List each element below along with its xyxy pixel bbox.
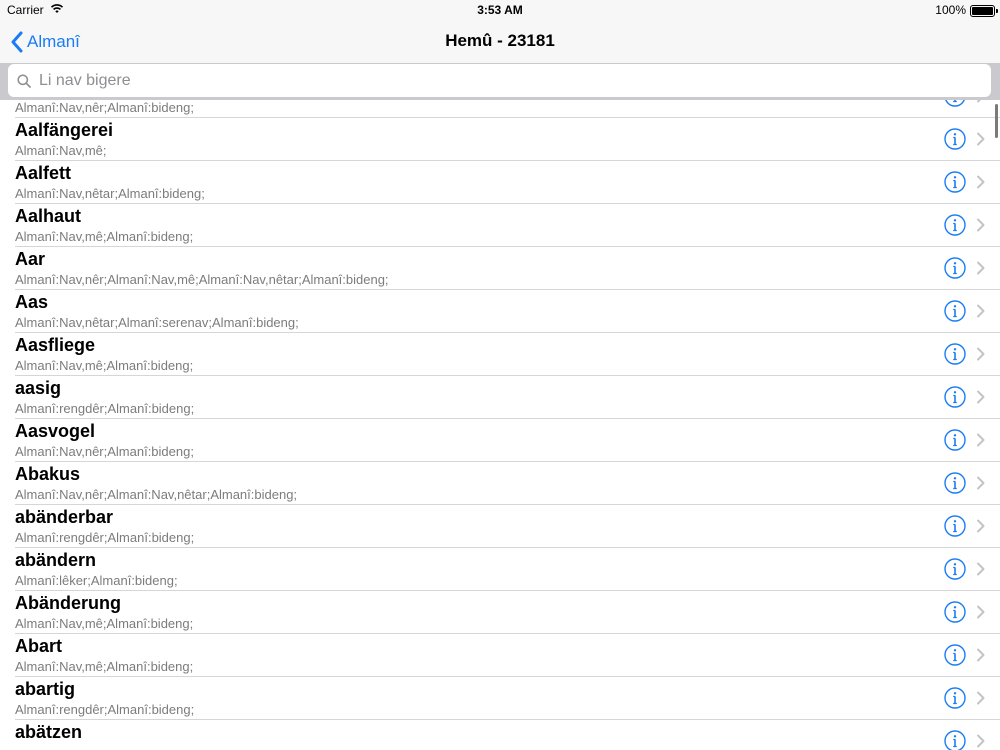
list-item-subtitle: Almanî:Nav,mê; — [15, 143, 107, 158]
list-item-title: Aar — [15, 249, 46, 269]
chevron-right-icon — [976, 304, 985, 318]
word-list[interactable] — [0, 84, 1000, 750]
list-item-subtitle: Almanî:Nav,nêtar;Almanî:bideng; — [15, 186, 205, 201]
list-item[interactable] — [15, 204, 1000, 247]
list-item[interactable] — [15, 720, 1000, 750]
list-item[interactable] — [15, 548, 1000, 591]
chevron-right-icon — [976, 691, 985, 705]
info-icon[interactable] — [944, 644, 966, 666]
chevron-right-icon — [976, 261, 985, 275]
chevron-right-icon — [976, 390, 985, 404]
search-bar — [0, 63, 1000, 100]
chevron-right-icon — [976, 648, 985, 662]
list-item-subtitle: Almanî:Nav,nêr;Almanî:bideng; — [15, 444, 194, 459]
list-item[interactable] — [15, 677, 1000, 720]
list-item-title: Abakus — [15, 464, 81, 484]
chevron-right-icon — [976, 605, 985, 619]
list-item-subtitle: Almanî:Nav,nêr;Almanî:Nav,mê;Almanî:Nav,nêtar;Almanî:bideng; — [15, 272, 389, 287]
list-item[interactable] — [15, 505, 1000, 548]
chevron-right-icon — [976, 132, 985, 146]
list-item-title: abartig — [15, 679, 76, 699]
info-icon[interactable] — [944, 601, 966, 623]
list-item-subtitle: Almanî:rengdêr;Almanî:bideng; — [15, 401, 195, 416]
status-bar — [0, 0, 1000, 20]
info-icon[interactable] — [944, 343, 966, 365]
list-item[interactable] — [15, 591, 1000, 634]
list-item-title: abändern — [15, 550, 97, 570]
battery-percent: 100% — [935, 3, 966, 17]
list-item-subtitle: Almanî:Nav,nêr;Almanî:bideng; — [15, 100, 194, 115]
chevron-right-icon — [976, 562, 985, 576]
list-item-subtitle: Almanî:Nav,nêtar;Almanî:serenav;Almanî:bideng; — [15, 315, 299, 330]
list-item-title: Aasvogel — [15, 421, 96, 441]
list-item-title: Abart — [15, 636, 63, 656]
chevron-right-icon — [976, 519, 985, 533]
carrier-label: Carrier — [7, 3, 44, 17]
list-item-title: Aalfett — [15, 163, 72, 183]
list-item-subtitle: Almanî:lêker;Almanî:bideng; — [15, 573, 178, 588]
list-item[interactable] — [15, 419, 1000, 462]
info-icon[interactable] — [944, 429, 966, 451]
info-icon[interactable] — [944, 214, 966, 236]
scroll-indicator[interactable] — [995, 104, 998, 138]
list-item-title: abänderbar — [15, 507, 114, 527]
list-item[interactable] — [15, 634, 1000, 677]
list-item[interactable] — [15, 333, 1000, 376]
list-item-subtitle: Almanî:Nav,mê;Almanî:bideng; — [15, 659, 194, 674]
chevron-right-icon — [976, 476, 985, 490]
navigation-bar — [0, 20, 1000, 63]
chevron-right-icon — [976, 218, 985, 232]
info-icon[interactable] — [944, 687, 966, 709]
back-button-label: Almanî — [27, 32, 80, 51]
list-item-title: abätzen — [15, 722, 83, 742]
search-input[interactable] — [37, 71, 941, 91]
info-icon[interactable] — [944, 472, 966, 494]
info-icon[interactable] — [944, 730, 966, 750]
list-item-title: Aas — [15, 292, 49, 312]
list-item[interactable] — [15, 161, 1000, 204]
info-icon[interactable] — [944, 515, 966, 537]
list-item-title: Aalfängerei — [15, 120, 114, 140]
list-item-subtitle: Almanî:Nav,mê;Almanî:bideng; — [15, 358, 194, 373]
info-icon[interactable] — [944, 386, 966, 408]
chevron-right-icon — [976, 433, 985, 447]
list-item-subtitle: Almanî:Nav,mê;Almanî:bideng; — [15, 229, 194, 244]
list-item[interactable] — [15, 118, 1000, 161]
search-field[interactable] — [8, 64, 991, 97]
list-item-subtitle: Almanî:Nav,nêr;Almanî:Nav,nêtar;Almanî:bideng; — [15, 487, 298, 502]
info-icon[interactable] — [944, 257, 966, 279]
list-item-subtitle: Almanî:rengdêr;Almanî:bideng; — [15, 702, 195, 717]
list-item[interactable] — [15, 247, 1000, 290]
list-item[interactable] — [15, 290, 1000, 333]
chevron-right-icon — [976, 734, 985, 748]
chevron-right-icon — [976, 347, 985, 361]
list-item-subtitle: Almanî:Nav,mê;Almanî:bideng; — [15, 616, 194, 631]
chevron-right-icon — [976, 175, 985, 189]
battery-icon — [970, 5, 995, 17]
list-item-title: Aalhaut — [15, 206, 82, 226]
info-icon[interactable] — [944, 171, 966, 193]
page-title: Hemû - 23181 — [445, 31, 555, 50]
list-item[interactable] — [15, 462, 1000, 505]
list-item-title: aasig — [15, 378, 62, 398]
list-item-title: Abänderung — [15, 593, 121, 613]
info-icon[interactable] — [944, 128, 966, 150]
list-item-subtitle: Almanî:rengdêr;Almanî:bideng; — [15, 530, 195, 545]
search-icon — [17, 74, 31, 88]
status-time: 3:53 AM — [477, 3, 523, 17]
list-item[interactable] — [15, 376, 1000, 419]
info-icon[interactable] — [944, 558, 966, 580]
info-icon[interactable] — [944, 300, 966, 322]
list-item-title: Aasfliege — [15, 335, 96, 355]
